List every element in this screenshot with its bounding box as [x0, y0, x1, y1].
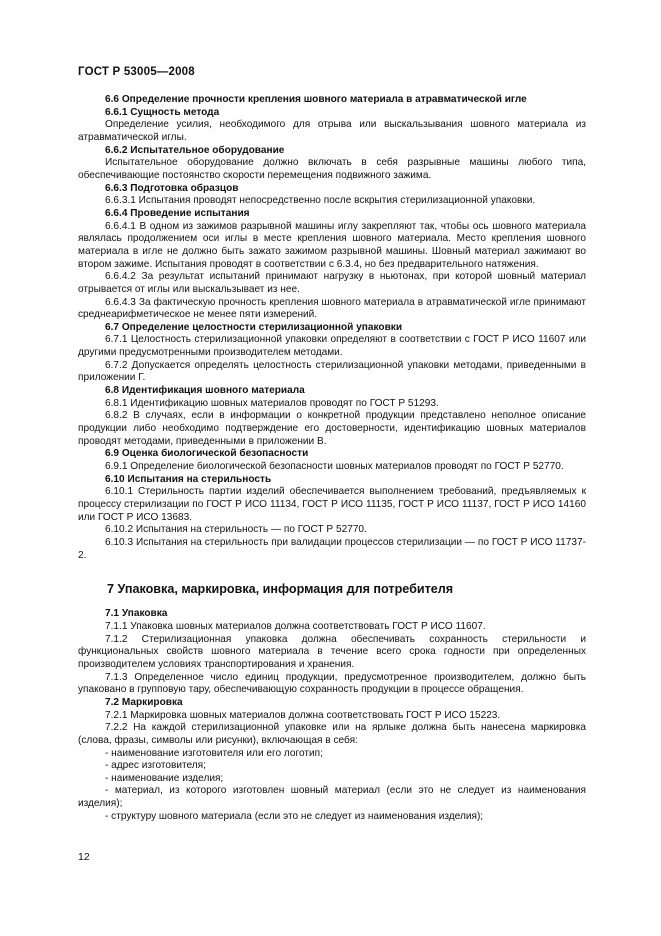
paragraph: 6.9.1 Определение биологической безопасности шовных материалов проводят по ГОСТ Р 52770.	[105, 461, 564, 473]
paragraph: 7.1.3 Определенное число единиц продукции, предусмотренное производителем, должно быть упаковано в групповую тару, обеспечивающую сохранность продукции в процессе обращения.	[78, 671, 586, 696]
heading-6-7: 6.7 Определение целостности стерилизационной упаковки	[105, 321, 403, 333]
page-number: 12	[78, 851, 90, 863]
list-item: - наименование изготовителя или его логотип;	[105, 747, 323, 759]
heading-6-6: 6.6 Определение прочности крепления шовного материала в атравматической игле	[105, 94, 527, 105]
heading-7-1: 7.1 Упаковка	[105, 608, 168, 620]
list-item: - структуру шовного материала (если это не следует из наименования изделия);	[105, 810, 484, 822]
heading-6-6-1: 6.6.1 Сущность метода	[105, 106, 220, 118]
paragraph: 7.1.1 Упаковка шовных материалов должна соответствовать ГОСТ Р ИСО 11607.	[105, 620, 486, 632]
paragraph: 6.6.3.1 Испытания проводят непосредственно после вскрытия стерилизационной упаковки.	[105, 195, 536, 207]
paragraph: Определение усилия, необходимого для отрыва или выскальзывания шовного материала из атравматической иглы.	[78, 119, 586, 143]
paragraph: 7.2.2 На каждой стерилизационной упаковке или на ярлыке должна быть нанесена маркировка (слова, фразы, символы или рисунки), включающая в себя:	[78, 722, 586, 746]
paragraph: 6.6.4.2 За результат испытаний принимают нагрузку в ньютонах, при которой шовный материал отрывается от иглы или выскальзывает из нее.	[78, 271, 586, 295]
list-item: - наименование изделия;	[105, 772, 224, 784]
heading-6-9: 6.9 Оценка биологической безопасности	[105, 448, 309, 460]
paragraph: Испытательное оборудование должно включать в себя разрывные машины любого типа, обеспечивающие постоянство скорости перемещения подвижного зажима.	[78, 157, 586, 181]
paragraph: 6.6.4.1 В одном из зажимов разрывной машины иглу закрепляют так, чтобы ось шовного материала являлась продолжением оси иглы в месте крепления шовного материала. Место крепления шовного материала в игле не должно быть зажато зажимом разрывной машины. Шовный материал зажимают во втором зажиме. Испытания проводят в соответствии с 6.3.4, но без предварительного натяжения.	[78, 220, 586, 270]
paragraph: 6.7.1 Целостность стерилизационной упаковки определяют в соответствии с ГОСТ Р ИСО 11607 или другими предусмотренными производителем методами.	[78, 334, 586, 359]
heading-6-6-3: 6.6.3 Подготовка образцов	[105, 182, 239, 194]
paragraph: 6.6.4.3 За фактическую прочность крепления шовного материала в атравматической игле принимают среднеарифметическое не менее пяти измерений.	[78, 296, 586, 321]
list-item: - материал, из которого изготовлен шовный материал (если это не следует из наименования изделия);	[78, 785, 586, 810]
paragraph: 7.2.1 Маркировка шовных материалов должна соответствовать ГОСТ Р ИСО 15223.	[105, 709, 501, 721]
paragraph: 6.7.2 Допускается определять целостность стерилизационной упаковки методами, приведенными в приложении Г.	[78, 359, 586, 384]
section-7-title: 7 Упаковка, маркировка, информация для потребителя	[107, 582, 454, 597]
paragraph: 6.10.1 Стерильность партии изделий обеспечивается выполнением требований, предъявляемых к процессу стерилизации по ГОСТ Р ИСО 11134, ГОСТ Р ИСО 11135, ГОСТ Р ИСО 11137, ГОСТ Р ИСО 14160 или ГОСТ Р ИСО 13683.	[78, 486, 586, 523]
paragraph: 6.8.1 Идентификацию шовных материалов проводят по ГОСТ Р 51293.	[105, 397, 439, 409]
paragraph: 6.10.2 Испытания на стерильность — по ГОСТ Р 52770.	[105, 524, 367, 536]
heading-6-10: 6.10 Испытания на стерильность	[105, 473, 272, 485]
paragraph: 6.8.2 В случаях, если в информации о конкретной продукции представлено неполное описание продукции либо необходимо подтверждение его достоверности, идентификацию шовных материалов проводят методами, приведенными в приложении В.	[78, 410, 586, 447]
list-item: - адрес изготовителя;	[105, 760, 206, 772]
heading-6-8: 6.8 Идентификация шовного материала	[105, 385, 305, 397]
paragraph: 6.10.3 Испытания на стерильность при валидации процессов стерилизации — по ГОСТ Р ИСО 11737-2.	[78, 536, 586, 561]
standard-header: ГОСТ Р 53005—2008	[78, 66, 195, 78]
heading-6-6-2: 6.6.2 Испытательное оборудование	[105, 144, 285, 156]
heading-7-2: 7.2 Маркировка	[105, 696, 183, 708]
document-body	[78, 94, 586, 823]
paragraph: 7.1.2 Стерилизационная упаковка должна обеспечивать сохранность стерильности и функциональных свойств шовного материала в течение всего срока годности при определенных производителем условиях транспортирования и хранения.	[78, 633, 586, 670]
heading-6-6-4: 6.6.4 Проведение испытания	[105, 207, 250, 219]
